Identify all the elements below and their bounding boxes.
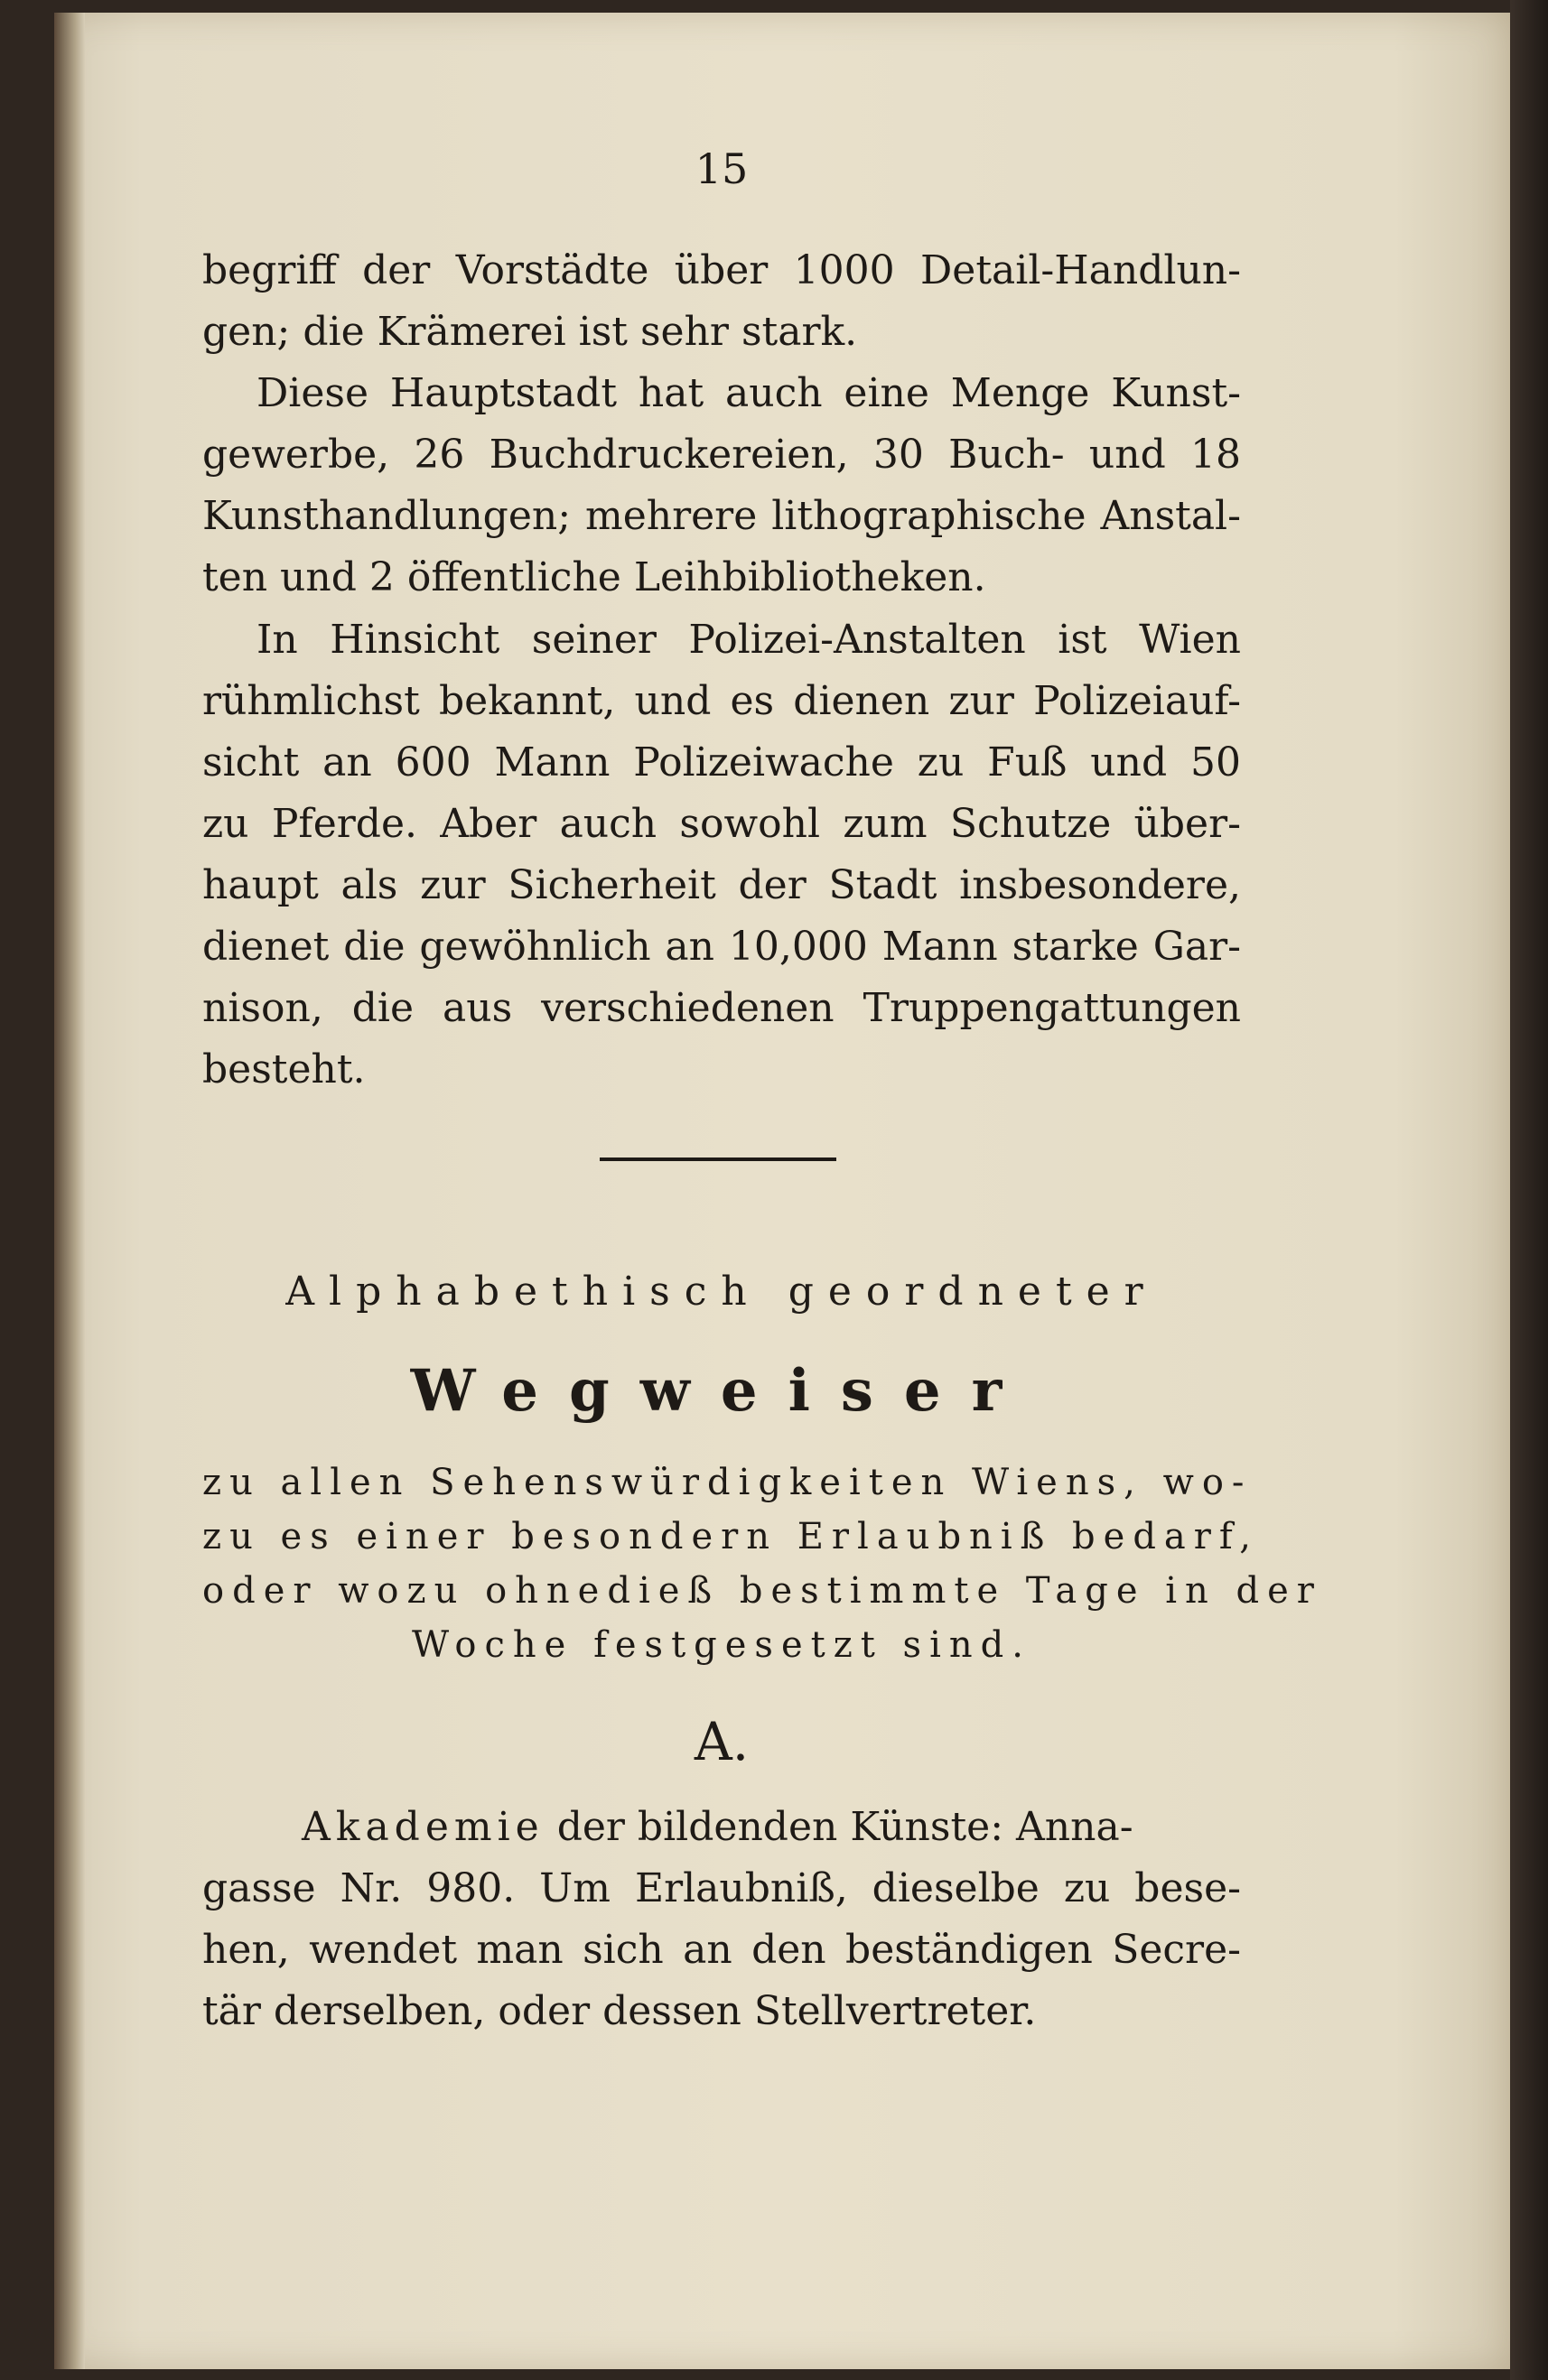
book-gutter	[54, 13, 85, 2369]
text-line: In Hinsicht seiner Polizei-Anstalten ist Wien	[256, 617, 1241, 663]
text-line: ten und 2 öffentliche Leihbibliotheken.	[202, 554, 986, 600]
text-line: nison, die aus verschiedenen Truppengattungen	[202, 985, 1241, 1031]
text-line: besteht.	[202, 1046, 366, 1092]
text-line: rühmlichst bekannt, und es dienen zur Polizeiauf-	[202, 678, 1241, 724]
text-line: Diese Hauptstadt hat auch eine Menge Kunst-	[256, 370, 1241, 416]
text-line: gen; die Krämerei ist sehr stark.	[202, 309, 858, 355]
text-line: begriff der Vorstädte über 1000 Detail-Handlun-	[202, 247, 1241, 293]
subtitle-line: Woche festgesetzt sind.	[412, 1624, 1031, 1666]
text-line: zu Pferde. Aber auch sowohl zum Schutze über-	[202, 801, 1241, 847]
title-line-2: Wegweiser	[410, 1357, 1033, 1425]
text-line: haupt als zur Sicherheit der Stadt insbesondere,	[202, 862, 1241, 908]
title-line-1: Alphabethisch geordneter	[285, 1269, 1158, 1315]
text-line: tär derselben, oder dessen Stellvertreter.	[202, 1988, 1037, 2034]
page-number: 15	[695, 144, 749, 193]
entry-heading: Akademie	[302, 1804, 545, 1850]
entry-first-line	[302, 1797, 1241, 1858]
text-line: Kunsthandlungen; mehrere lithographische Anstal-	[202, 493, 1241, 539]
subtitle-line: zu es einer besondern Erlaubniß bedarf,	[202, 1516, 1259, 1557]
book-edge	[1510, 0, 1548, 2380]
section-letter: A.	[694, 1711, 750, 1772]
text-line: sicht an 600 Mann Polizeiwache zu Fuß und 50	[202, 739, 1241, 786]
subtitle-line: zu allen Sehenswürdigkeiten Wiens, wo-	[202, 1462, 1253, 1503]
text-line: gewerbe, 26 Buchdruckereien, 30 Buch- und 18	[202, 432, 1241, 478]
text-line: gasse Nr. 980. Um Erlaubniß, dieselbe zu bese-	[202, 1865, 1241, 1911]
section-divider	[600, 1157, 836, 1161]
text-line: hen, wendet man sich an den beständigen Secre-	[202, 1927, 1241, 1973]
subtitle-line: oder wozu ohnedieß bestimmte Tage in der	[202, 1570, 1322, 1612]
entry-heading-rest: der bildenden Künste: Anna-	[544, 1804, 1133, 1850]
text-line: dienet die gewöhnlich an 10,000 Mann starke Gar-	[202, 924, 1241, 970]
